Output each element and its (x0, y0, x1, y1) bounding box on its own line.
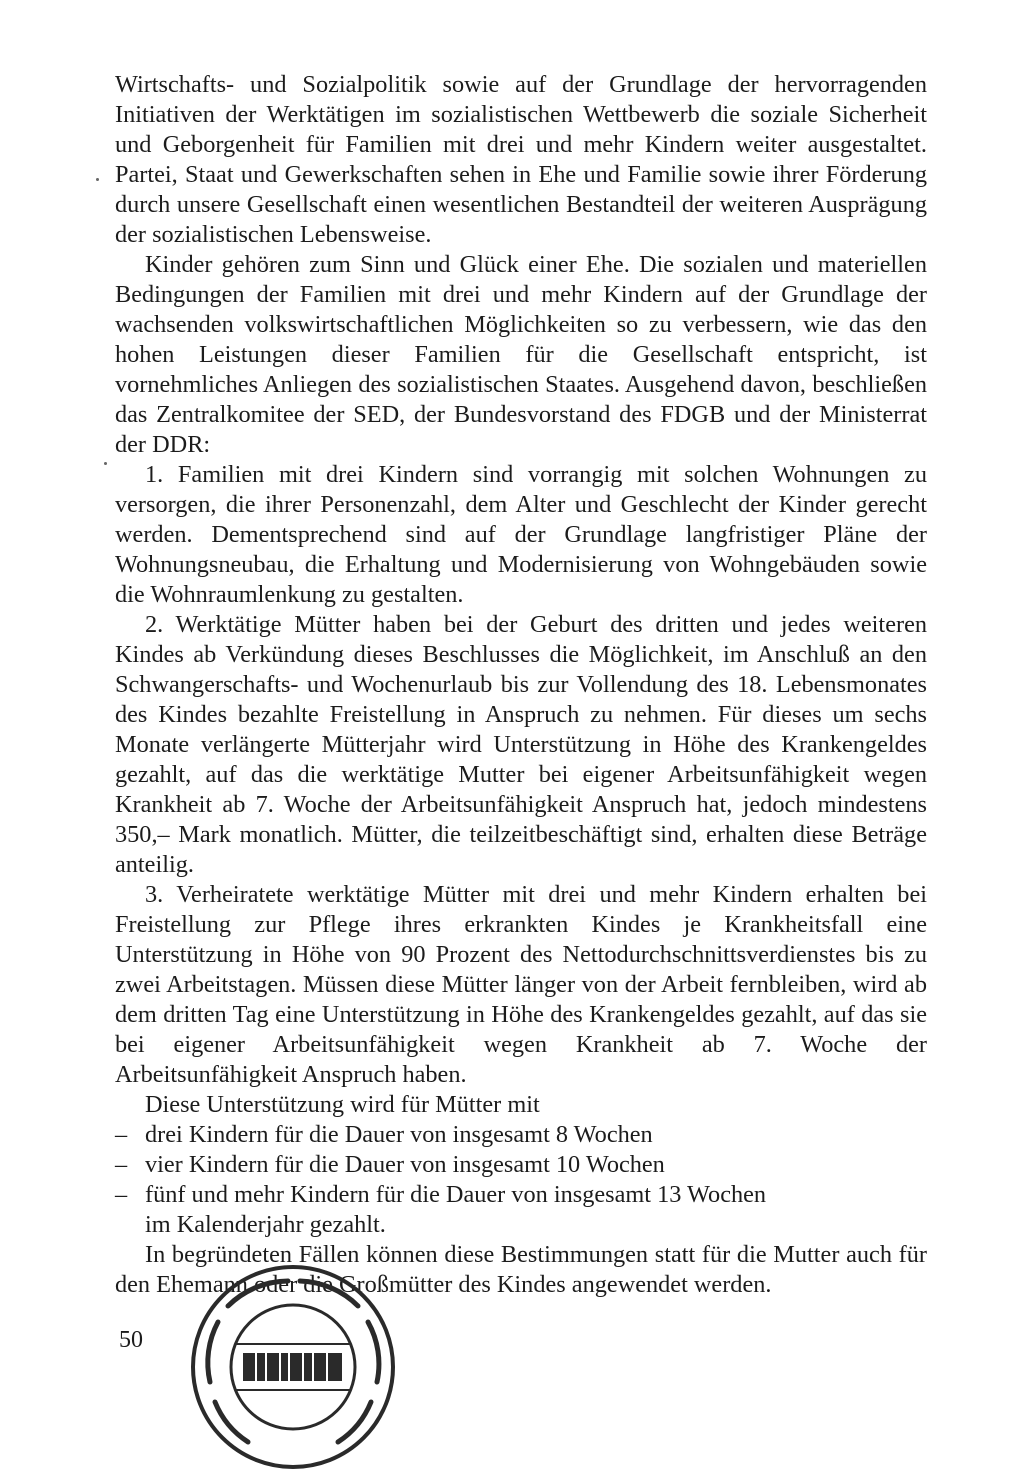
list-item (115, 1120, 845, 1150)
scan-speck (96, 178, 99, 181)
page-number: 50 (119, 1327, 143, 1353)
paragraph-2: Kinder gehören zum Sinn und Glück einer Ehe. Die sozialen und materiellen Bedingungen der Familien mit drei und mehr Kindern auf der Grundlage der wachsenden volkswirtschaftlichen Möglichkeiten so zu verbessern, wie das den hohen Leistungen dieser Familien für die Gesellschaft entspricht, ist vornehmliches Anliegen des sozialistischen Staates. Ausgehend davon, beschließen das Zentralkomitee der SED, der Bundesvorstand des FDGB und der Ministerrat der DDR: (115, 251, 927, 458)
paragraph-support-intro: Diese Unterstützung wird für Mütter mit (145, 1091, 540, 1118)
paragraph-item-2: 2. Werktätige Mütter haben bei der Geburt des dritten und jedes weiteren Kindes ab Verkündung dieses Beschlusses die Möglichkeit, im Anschluß an den Schwangerschafts- und Wochenurlaub bis zur Vollendung des 18. Lebensmonates des Kindes bezahlte Freistellung in Anspruch zu nehmen. Für dieses um sechs Monate verlängerte Mütterjahr wird Unterstützung in Höhe des Krankengeldes gezahlt, auf das die werktätige Mutter bei eigener Arbeitsunfähigkeit wegen Krankheit ab 7. Woche der Arbeitsunfähigkeit Anspruch hat, jedoch mindestens 350,– Mark monatlich. Mütter, die teilzeitbeschäftigt sind, erhalten diese Beträge anteilig. (115, 611, 927, 878)
scan-speck (104, 462, 107, 465)
paragraph-1: Wirtschafts- und Sozialpolitik sowie auf der Grundlage der hervorragenden Initiativen der Werktätigen im sozialistischen Wettbewerb die soziale Sicherheit und Geborgenheit für Familien mit drei und mehr Kindern weiter ausgestaltet. Partei, Staat und Gewerkschaften sehen in Ehe und Familie sowie ihrer Förderung durch unsere Gesellschaft einen wesentlichen Bestandteil der weiteren Ausprägung der sozialistischen Lebensweise. (115, 71, 927, 248)
paragraph-item-1: 1. Familien mit drei Kindern sind vorrangig mit solchen Wohnungen zu versorgen, die ihrer Personenzahl, dem Alter und Geschlecht der Kinder gerecht werden. Dementsprechend sind auf der Grundlage langfristiger Pläne der Wohnungsneubau, die Erhaltung und Modernisierung von Wohngebäuden sowie die Wohnraumlenkung zu gestalten. (115, 461, 927, 608)
list-dash: – (115, 1181, 128, 1208)
list-item-text: vier Kindern für die Dauer von insgesamt 10 Wochen (145, 1151, 665, 1178)
list-dash: – (115, 1151, 128, 1178)
library-stamp-icon (188, 1262, 398, 1472)
paragraph-exceptions: In begründeten Fällen können diese Bestimmungen statt für die Mutter auch für den Ehemann oder die Großmütter des Kindes angewendet werden. (115, 1241, 927, 1298)
support-duration-list (115, 1120, 927, 1210)
list-item-text: fünf und mehr Kindern für die Dauer von insgesamt 13 Wochen (145, 1181, 767, 1208)
document-body (115, 70, 927, 1300)
list-item-text: drei Kindern für die Dauer von insgesamt 8 Wochen (145, 1121, 653, 1148)
list-dash: – (115, 1121, 128, 1148)
list-item (115, 1180, 845, 1210)
paragraph-support-tail: im Kalenderjahr gezahlt. (145, 1211, 386, 1238)
list-item (115, 1150, 845, 1180)
paragraph-item-3: 3. Verheiratete werktätige Mütter mit drei und mehr Kindern erhalten bei Freistellung zur Pflege ihres erkrankten Kindes je Krankheitsfall eine Unterstützung in Höhe von 90 Prozent des Nettodurchschnittsverdienstes bis zu zwei Arbeitstagen. Müssen diese Mütter länger von der Arbeit fernbleiben, wird ab dem dritten Tag eine Unterstützung in Höhe des Krankengeldes gezahlt, auf das sie bei eigener Arbeitsunfähigkeit wegen Krankheit ab 7. Woche der Arbeitsunfähigkeit Anspruch haben. (115, 881, 927, 1088)
